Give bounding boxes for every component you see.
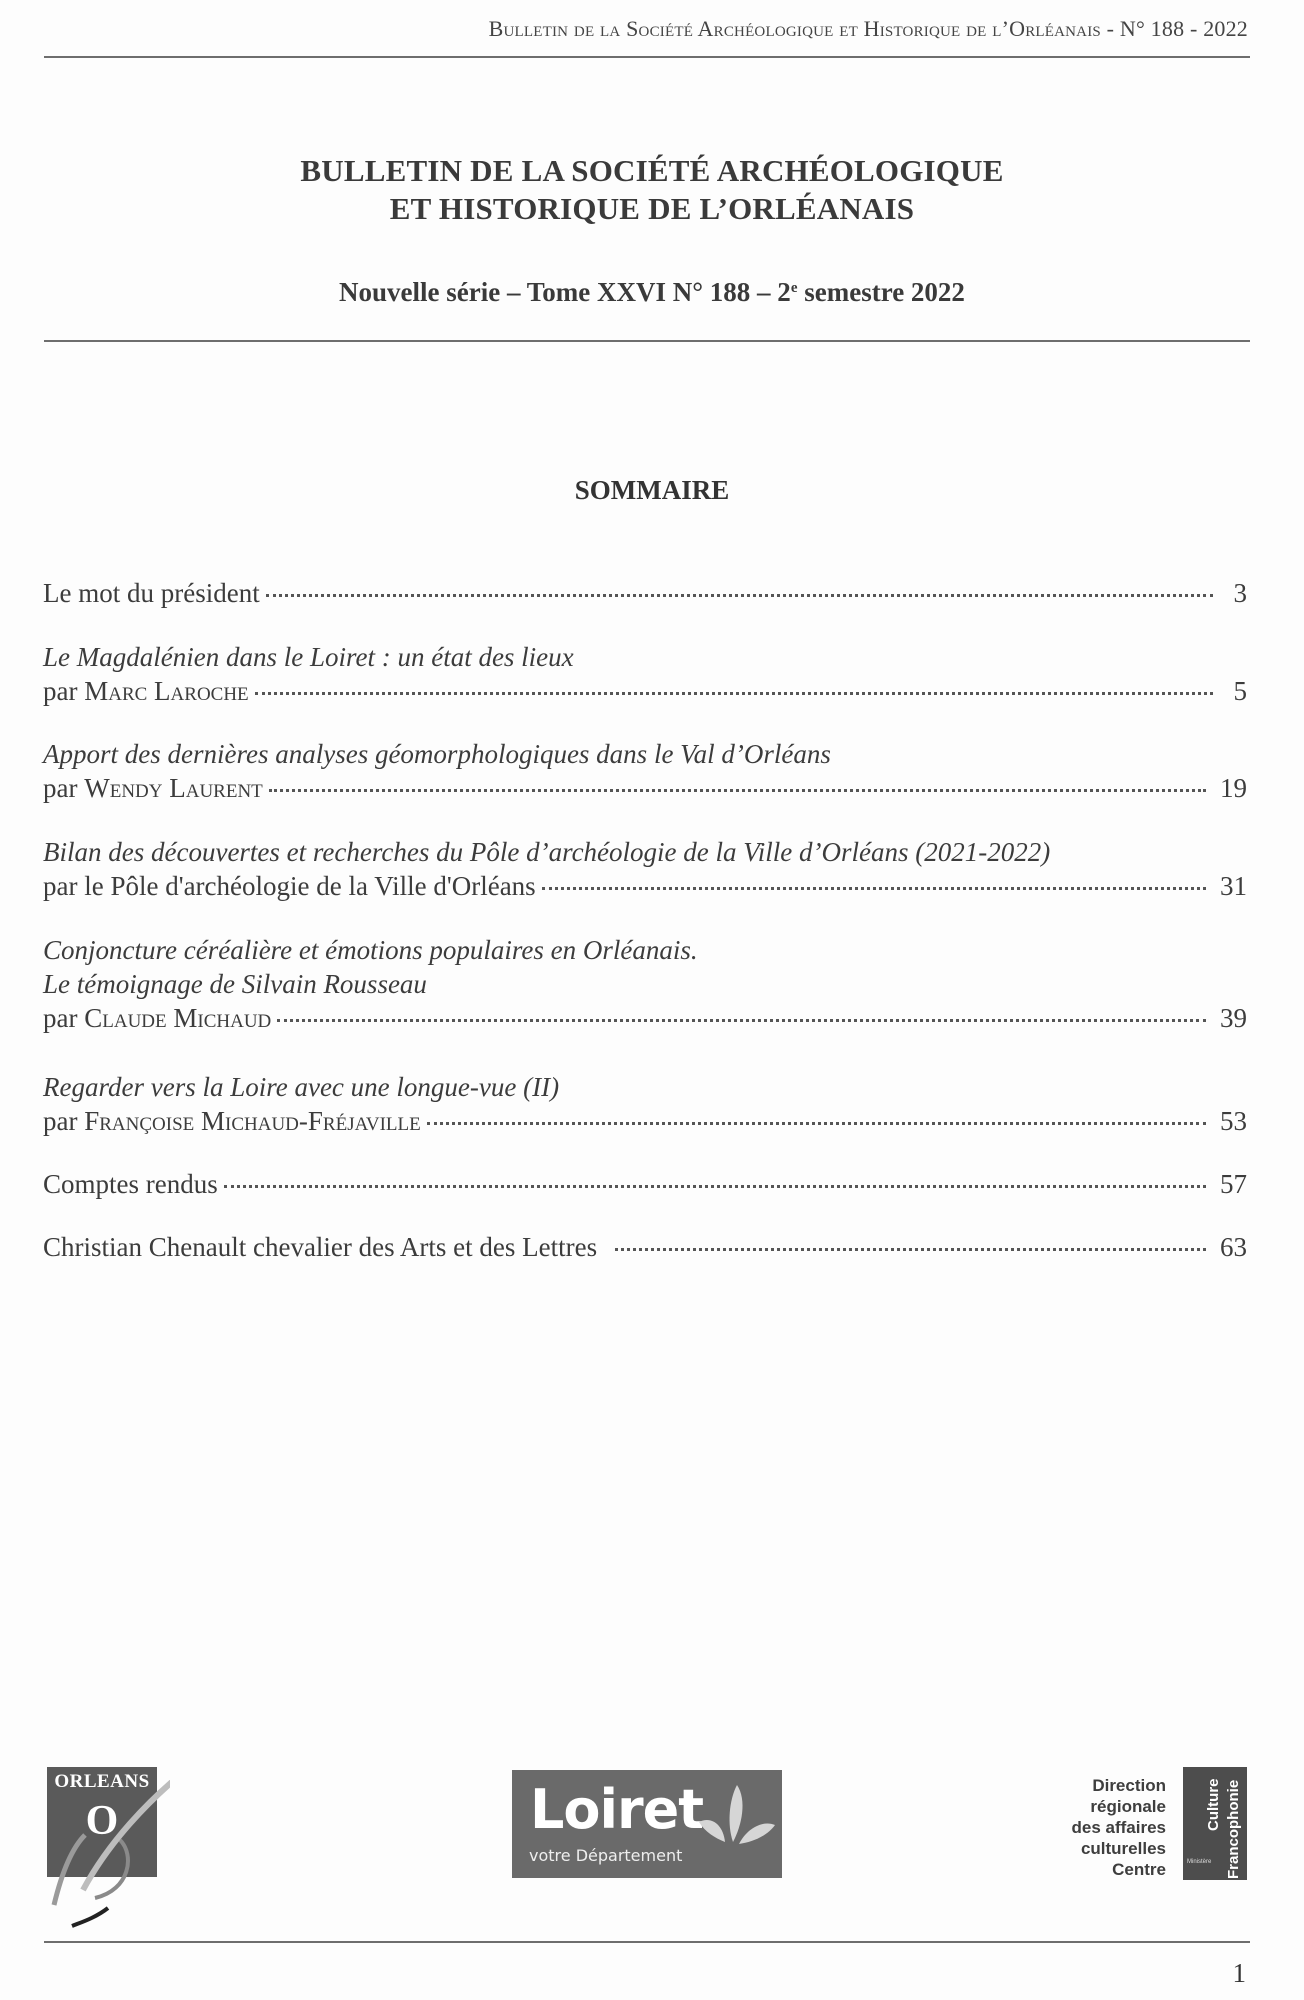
toc-page-number: 39 [1220, 1003, 1247, 1033]
running-head: Bulletin de la Société Archéologique et Historique de l’Orléanais - N° 188 - 2022 [488, 16, 1248, 41]
journal-title-line-1: BULLETIN DE LA SOCIÉTÉ ARCHÉOLOGIQUE [300, 153, 1004, 188]
orleans-swoosh-icon [40, 1780, 170, 1930]
loiret-logo-tagline: votre Département [529, 1846, 683, 1865]
toc-entry[interactable] [43, 640, 1247, 708]
drac-line: Direction [1092, 1776, 1166, 1795]
orleans-logo-letter: O [85, 1798, 119, 1844]
leader-dots [224, 1185, 1206, 1188]
toc-entry[interactable] [43, 737, 1247, 805]
toc-entry[interactable] [43, 1230, 1247, 1264]
ministry-francophonie-word: Francophonie [1225, 1779, 1242, 1879]
drac-line: des affaires [1071, 1818, 1166, 1837]
drac-line: régionale [1090, 1797, 1166, 1816]
toc-entry-author: par Françoise Michaud-Fréjaville [43, 1106, 421, 1136]
orleans-logo-name: ORLEANS [54, 1771, 150, 1792]
subtitle-superscript: e [790, 280, 798, 296]
toc-page-number: 57 [1220, 1169, 1247, 1199]
toc-entry-title: Comptes rendus [43, 1169, 218, 1199]
loiret-logo [512, 1770, 782, 1878]
subtitle-text-end: semestre 2022 [797, 277, 965, 307]
leader-dots [277, 1019, 1206, 1022]
loiret-logo-name: Loiret [530, 1778, 704, 1841]
toc-entry-title: Le Magdalénien dans le Loiret : un état des lieux [43, 642, 574, 672]
journal-title [0, 152, 1304, 228]
journal-title-line-2: ET HISTORIQUE DE L’ORLÉANAIS [389, 191, 915, 226]
drac-logo-text [960, 1775, 1166, 1880]
toc-entry-title-line-2: Le témoignage de Silvain Rousseau [43, 969, 427, 999]
toc-page-number: 19 [1220, 773, 1247, 803]
toc-page-number: 63 [1220, 1232, 1247, 1262]
toc-page-number: 31 [1220, 871, 1247, 901]
ministry-culture-word: Culture [1205, 1778, 1222, 1831]
footer-rule [44, 1941, 1250, 1943]
toc-entry-title: Bilan des découvertes et recherches du Pôle d’archéologie de la Ville d’Orléans (2021-2022) [43, 837, 1051, 867]
toc-entry-author: par Wendy Laurent [43, 773, 263, 803]
toc-page-number: 5 [1233, 676, 1247, 706]
toc-entry[interactable] [43, 1167, 1247, 1201]
toc-entry[interactable] [43, 835, 1247, 903]
page-number: 1 [1232, 1958, 1246, 1988]
toc-entry-author: par Marc Laroche [43, 676, 249, 706]
leader-dots [269, 789, 1206, 792]
issue-subtitle [0, 277, 1304, 308]
toc-page-number: 3 [1233, 578, 1247, 608]
toc-entry[interactable] [43, 933, 1247, 1035]
toc-entry-title: Le mot du président [43, 578, 260, 608]
leader-dots [266, 594, 1213, 597]
toc-entry-title: Christian Chenault chevalier des Arts et des Lettres [43, 1232, 598, 1262]
drac-line: Centre [1112, 1860, 1166, 1879]
toc-page-number: 53 [1220, 1106, 1247, 1136]
title-rule [44, 340, 1250, 342]
leader-dots [255, 692, 1213, 695]
drac-line: culturelles [1080, 1839, 1166, 1858]
leader-dots [427, 1122, 1206, 1125]
toc-entry-title: Conjoncture céréalière et émotions populaires en Orléanais. [43, 935, 698, 965]
toc-entry[interactable] [43, 576, 1247, 610]
toc-entry-title: Apport des dernières analyses géomorphologiques dans le Val d’Orléans [43, 739, 831, 769]
sommaire-heading: SOMMAIRE [574, 475, 730, 505]
leaf-icon [697, 1780, 777, 1860]
subtitle-text: Nouvelle série – Tome XXVI N° 188 – 2 [339, 277, 791, 307]
header-rule [44, 56, 1250, 58]
ministry-label: Ministère [1187, 1859, 1212, 1865]
ministry-culture-logo [1183, 1767, 1247, 1880]
leader-dots [542, 887, 1206, 890]
toc-entry-author: par Claude Michaud [43, 1003, 272, 1033]
toc-entry-author: par le Pôle d'archéologie de la Ville d'Orléans [43, 871, 536, 901]
toc-entry[interactable] [43, 1070, 1247, 1138]
toc-entry-title: Regarder vers la Loire avec une longue-vue (II) [43, 1072, 560, 1102]
leader-dots [615, 1248, 1206, 1251]
